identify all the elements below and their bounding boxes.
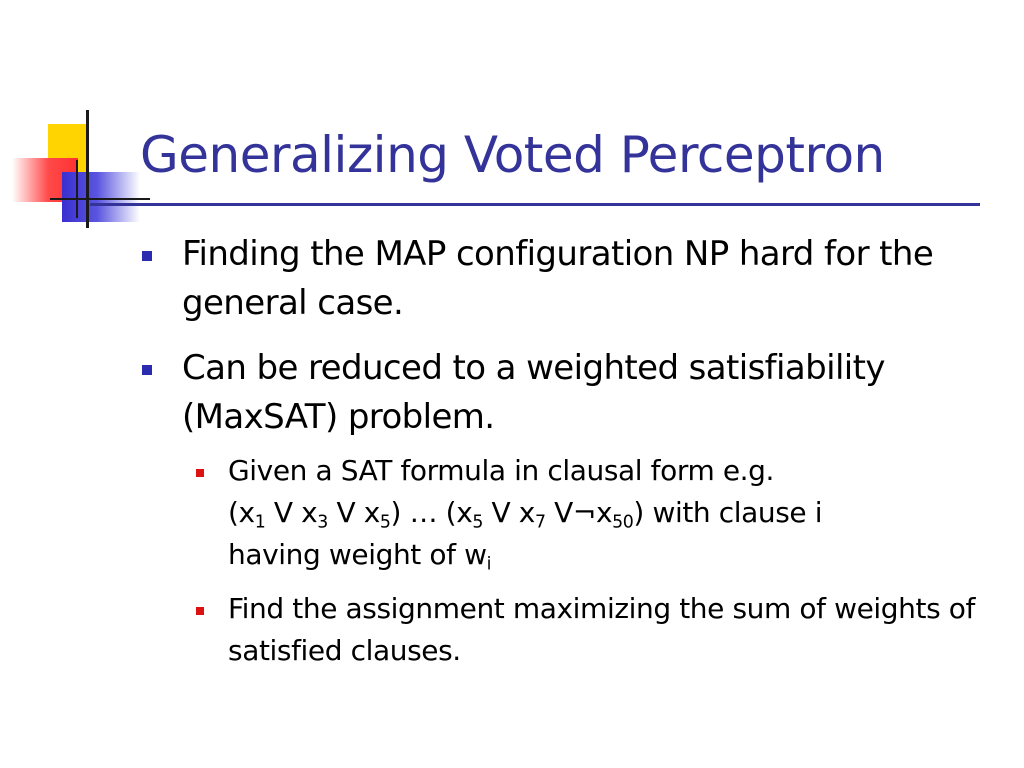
formula-part: ) with clause i (633, 496, 823, 529)
clause-formula (228, 492, 1008, 534)
weight-text: having weight of w (228, 538, 487, 571)
formula-subscript: 5 (472, 512, 484, 533)
formula-subscript: 50 (612, 512, 634, 533)
bullet-text: Can be reduced to a weighted satisfiability (MaxSAT) problem. (182, 348, 885, 437)
sub-bullet-marker-icon (196, 469, 204, 477)
bullet-text: Finding the MAP configuration NP hard for the general case. (182, 234, 934, 323)
formula-part: (x (228, 496, 255, 529)
horizontal-line-decoration (50, 198, 150, 200)
bullet-marker-icon (142, 251, 152, 261)
formula-part: V¬x (545, 496, 613, 529)
formula-subscript: 5 (379, 512, 391, 533)
vertical-line-decoration-2 (76, 160, 78, 218)
sub-bullet-text: Find the assignment maximizing the sum of weights of satisfied clauses. (228, 592, 975, 667)
formula-subscript: 3 (317, 512, 328, 533)
weight-line (228, 534, 1008, 576)
bullet-marker-icon (142, 365, 152, 375)
title-underline (90, 203, 980, 206)
formula-part: V x (265, 496, 318, 529)
blue-square-decoration (62, 172, 140, 222)
formula-part: ) … (x (390, 496, 473, 529)
slide-title: Generalizing Voted Perceptron (140, 126, 885, 184)
vertical-line-decoration (86, 110, 89, 228)
formula-subscript: 7 (534, 512, 546, 533)
formula-part: V x (327, 496, 380, 529)
sub-bullet-marker-icon (196, 607, 204, 615)
weight-subscript: i (486, 554, 492, 575)
formula-subscript: 1 (254, 512, 266, 533)
sub-bullet-text (228, 450, 1008, 576)
formula-part: V x (483, 496, 535, 529)
sub-bullet-line: Given a SAT formula in clausal form e.g. (228, 454, 775, 487)
